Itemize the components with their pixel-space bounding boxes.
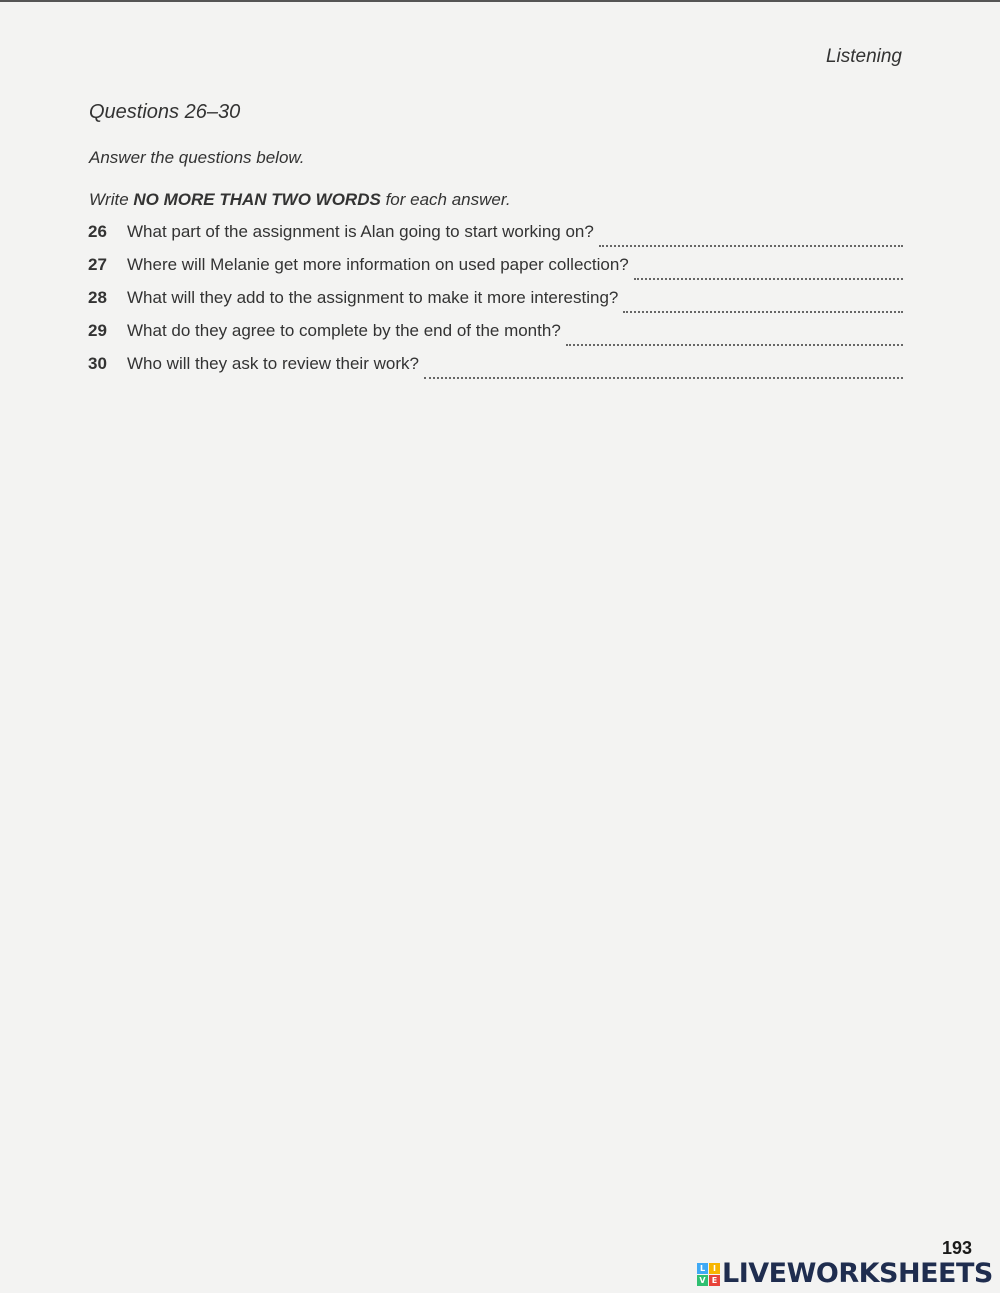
logo-mark-cell: V xyxy=(697,1275,708,1286)
answer-field-28[interactable] xyxy=(623,309,903,313)
logo-mark-cell: L xyxy=(697,1263,708,1274)
answer-field-30[interactable] xyxy=(424,375,903,379)
question-text: Where will Melanie get more information on used paper collection? xyxy=(127,255,629,274)
question-text: Who will they ask to review their work? xyxy=(127,354,419,373)
logo-mark-cell: E xyxy=(709,1275,720,1286)
question-list xyxy=(88,222,903,387)
question-26 xyxy=(88,222,903,255)
word-limit-prefix: Write xyxy=(89,190,129,209)
word-limit-instruction xyxy=(89,190,511,210)
question-29 xyxy=(88,321,903,354)
question-number: 27 xyxy=(88,255,107,274)
question-30 xyxy=(88,354,903,387)
question-28 xyxy=(88,288,903,321)
logo-mark-cell: I xyxy=(709,1263,720,1274)
liveworksheets-logo-text: LIVEWORKSHEETS xyxy=(722,1258,993,1289)
question-number: 28 xyxy=(88,288,107,307)
question-number: 30 xyxy=(88,354,107,373)
question-number: 26 xyxy=(88,222,107,241)
liveworksheets-logo-icon xyxy=(697,1263,720,1286)
question-text: What do they agree to complete by the end of the month? xyxy=(127,321,561,340)
liveworksheets-logo[interactable] xyxy=(697,1260,993,1288)
page-number: 193 xyxy=(941,1238,972,1258)
question-text: What part of the assignment is Alan going to start working on? xyxy=(127,222,594,241)
instruction-text: Answer the questions below. xyxy=(89,148,305,167)
question-27 xyxy=(88,255,903,288)
answer-field-26[interactable] xyxy=(599,243,903,247)
answer-field-27[interactable] xyxy=(634,276,903,280)
word-limit-bold: NO MORE THAN TWO WORDS xyxy=(133,190,381,209)
question-text: What will they add to the assignment to make it more interesting? xyxy=(127,288,619,307)
questions-heading: Questions 26–30 xyxy=(89,101,241,123)
word-limit-suffix: for each answer. xyxy=(385,190,511,209)
question-number: 29 xyxy=(88,321,107,340)
answer-field-29[interactable] xyxy=(566,342,903,346)
section-label: Listening xyxy=(825,46,902,67)
